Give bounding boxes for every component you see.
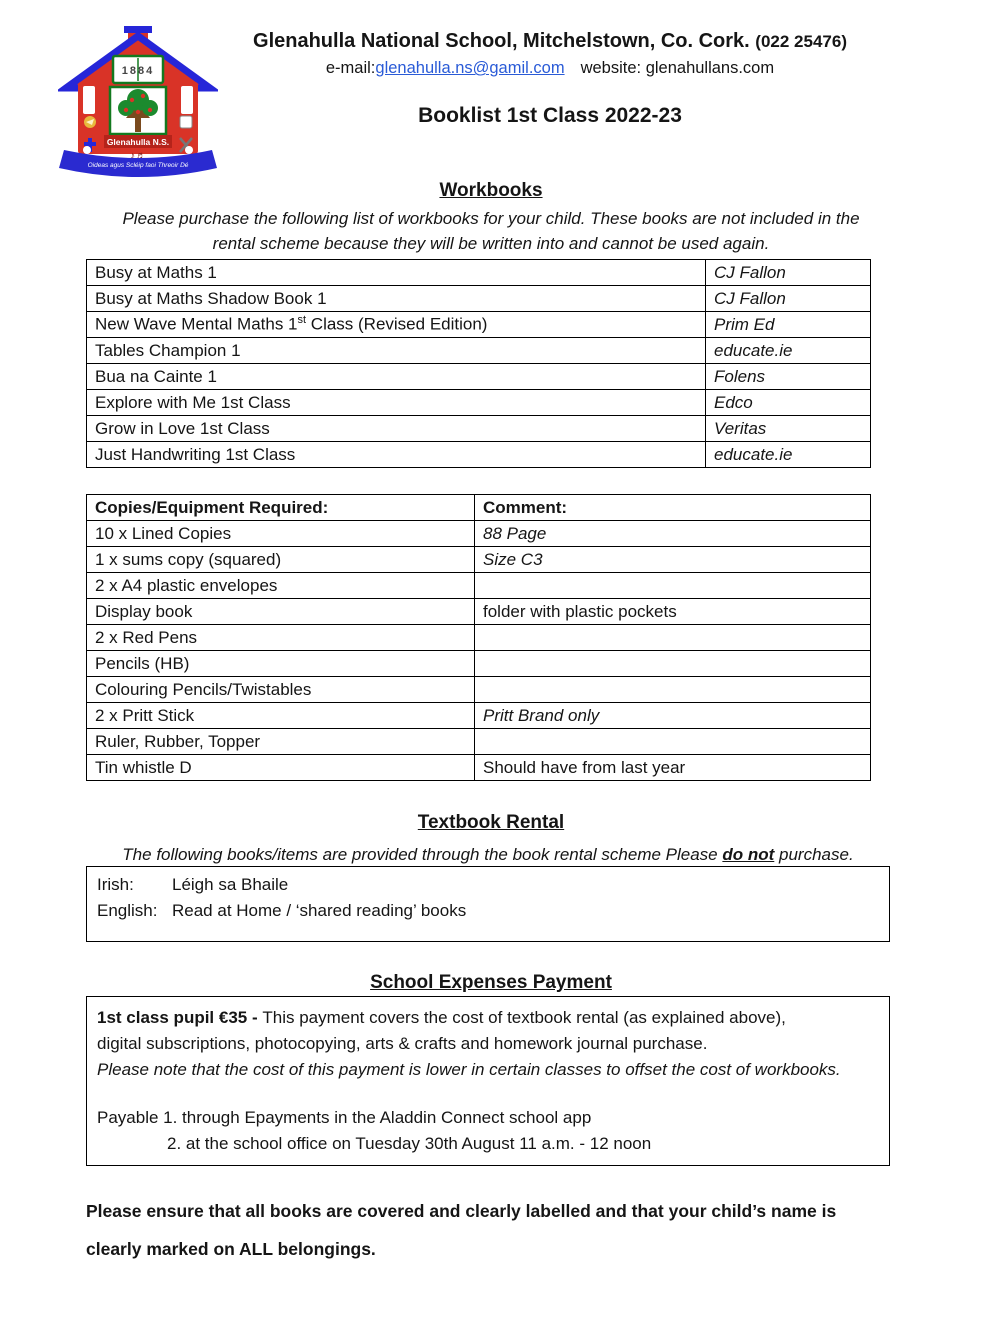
crest-banner: Glenahulla N.S. xyxy=(106,137,170,147)
table-row xyxy=(87,625,871,651)
book-title: Just Handwriting 1st Class xyxy=(87,442,706,468)
equipment-item: 2 x Pritt Stick xyxy=(87,703,475,729)
table-row xyxy=(87,390,871,416)
school-crest-logo xyxy=(58,26,218,178)
equipment-item: Display book xyxy=(87,599,475,625)
expenses-heading: School Expenses Payment xyxy=(370,972,612,993)
equipment-comment xyxy=(475,625,871,651)
payable-line-2: 2. at the school office on Tuesday 30th August 11 a.m. - 12 noon xyxy=(167,1134,652,1153)
email-link[interactable]: glenahulla.ns@gamil.com xyxy=(375,59,565,77)
book-title: Tables Champion 1 xyxy=(87,338,706,364)
table-row xyxy=(87,521,871,547)
equipment-item: 2 x Red Pens xyxy=(87,625,475,651)
table-row xyxy=(87,286,871,312)
book-publisher: educate.ie xyxy=(706,338,871,364)
table-row xyxy=(87,651,871,677)
footer-note: Please ensure that all books are covered and clearly labelled and that your child’s name is clearly marked on ALL belongings. xyxy=(86,1201,837,1259)
irish-value: Léigh sa Bhaile xyxy=(172,875,289,894)
equipment-col2-header: Comment: xyxy=(475,495,871,521)
website-text: website: glenahullans.com xyxy=(580,59,775,77)
rental-intro: The following books/items are provided through the book rental scheme Please do not purchase. xyxy=(122,845,854,864)
school-phone: (022 25476) xyxy=(755,32,847,51)
equipment-comment xyxy=(475,677,871,703)
contact-line xyxy=(205,59,895,78)
english-value: Read at Home / ‘shared reading’ books xyxy=(172,901,467,920)
book-title: Bua na Cainte 1 xyxy=(87,364,706,390)
book-publisher: Folens xyxy=(706,364,871,390)
book-title: Busy at Maths Shadow Book 1 xyxy=(87,286,706,312)
rental-english-line xyxy=(97,898,879,924)
equipment-item: 2 x A4 plastic envelopes xyxy=(87,573,475,599)
rental-heading: Textbook Rental xyxy=(417,812,565,833)
equipment-comment: Should have from last year xyxy=(475,755,871,781)
equipment-item: Colouring Pencils/Twistables xyxy=(87,677,475,703)
table-row xyxy=(87,547,871,573)
book-title: Explore with Me 1st Class xyxy=(87,390,706,416)
equipment-table xyxy=(86,494,871,781)
book-publisher: CJ Fallon xyxy=(706,286,871,312)
book-title: New Wave Mental Maths 1st Class (Revised Edition) xyxy=(87,312,706,338)
table-row xyxy=(87,703,871,729)
equipment-item: Pencils (HB) xyxy=(87,651,475,677)
crest-year: 1884 xyxy=(121,65,155,77)
equipment-item: 1 x sums copy (squared) xyxy=(87,547,475,573)
table-row xyxy=(87,260,871,286)
table-row xyxy=(87,442,871,468)
crest-icon xyxy=(58,26,218,178)
book-publisher: Prim Ed xyxy=(706,312,871,338)
table-row xyxy=(87,364,871,390)
table-row xyxy=(87,338,871,364)
do-not-emphasis: do not xyxy=(722,845,775,864)
table-header-row xyxy=(87,495,871,521)
equipment-comment: 88 Page xyxy=(475,521,871,547)
english-label: English: xyxy=(97,901,158,920)
equipment-comment: Size C3 xyxy=(475,547,871,573)
equipment-comment xyxy=(475,573,871,599)
expenses-note: Please note that the cost of this payment is lower in certain classes to offset the cost of workbooks. xyxy=(97,1060,841,1079)
equipment-item: 10 x Lined Copies xyxy=(87,521,475,547)
crest-motto: Oideas agus Scléip faoi Threoir Dé xyxy=(87,162,189,169)
book-publisher: CJ Fallon xyxy=(706,260,871,286)
workbooks-intro: Please purchase the following list of workbooks for your child. These books are not included in the rental scheme because they will be written into and cannot be used again. xyxy=(122,209,860,253)
equipment-item: Tin whistle D xyxy=(87,755,475,781)
book-publisher: Veritas xyxy=(706,416,871,442)
workbooks-table xyxy=(86,259,871,468)
expenses-amount: 1st class pupil €35 - xyxy=(97,1008,263,1027)
rental-irish-line xyxy=(97,872,879,898)
email-label: e-mail: xyxy=(325,59,376,77)
equipment-comment: folder with plastic pockets xyxy=(475,599,871,625)
table-row xyxy=(87,416,871,442)
book-title: Grow in Love 1st Class xyxy=(87,416,706,442)
expenses-lead: 1st class pupil €35 - This payment covers the cost of textbook rental (as explained above), digital subscriptions, photocopying, arts & crafts and homework journal purchase. xyxy=(97,1008,786,1053)
equipment-comment xyxy=(475,729,871,755)
book-publisher: educate.ie xyxy=(706,442,871,468)
page-header xyxy=(205,30,895,78)
document-title: Booklist 1st Class 2022-23 xyxy=(418,104,682,127)
table-row xyxy=(87,312,871,338)
workbooks-heading: Workbooks xyxy=(439,180,543,201)
book-publisher: Edco xyxy=(706,390,871,416)
equipment-item: Ruler, Rubber, Topper xyxy=(87,729,475,755)
book-title: Busy at Maths 1 xyxy=(87,260,706,286)
table-row xyxy=(87,573,871,599)
irish-label: Irish: xyxy=(97,875,134,894)
music-notes-icon: ♪♬ xyxy=(129,150,147,162)
table-row xyxy=(87,599,871,625)
table-row xyxy=(87,677,871,703)
equipment-col1-header: Copies/Equipment Required: xyxy=(87,495,475,521)
expenses-box xyxy=(86,996,890,1166)
equipment-comment xyxy=(475,651,871,677)
equipment-comment: Pritt Brand only xyxy=(475,703,871,729)
table-row xyxy=(87,755,871,781)
table-row xyxy=(87,729,871,755)
payable-line-1: Payable 1. through Epayments in the Aladdin Connect school app xyxy=(97,1108,592,1127)
rental-box xyxy=(86,866,890,942)
school-name: Glenahulla National School, Mitchelstown, Co. Cork. (022 25476) xyxy=(253,30,847,52)
